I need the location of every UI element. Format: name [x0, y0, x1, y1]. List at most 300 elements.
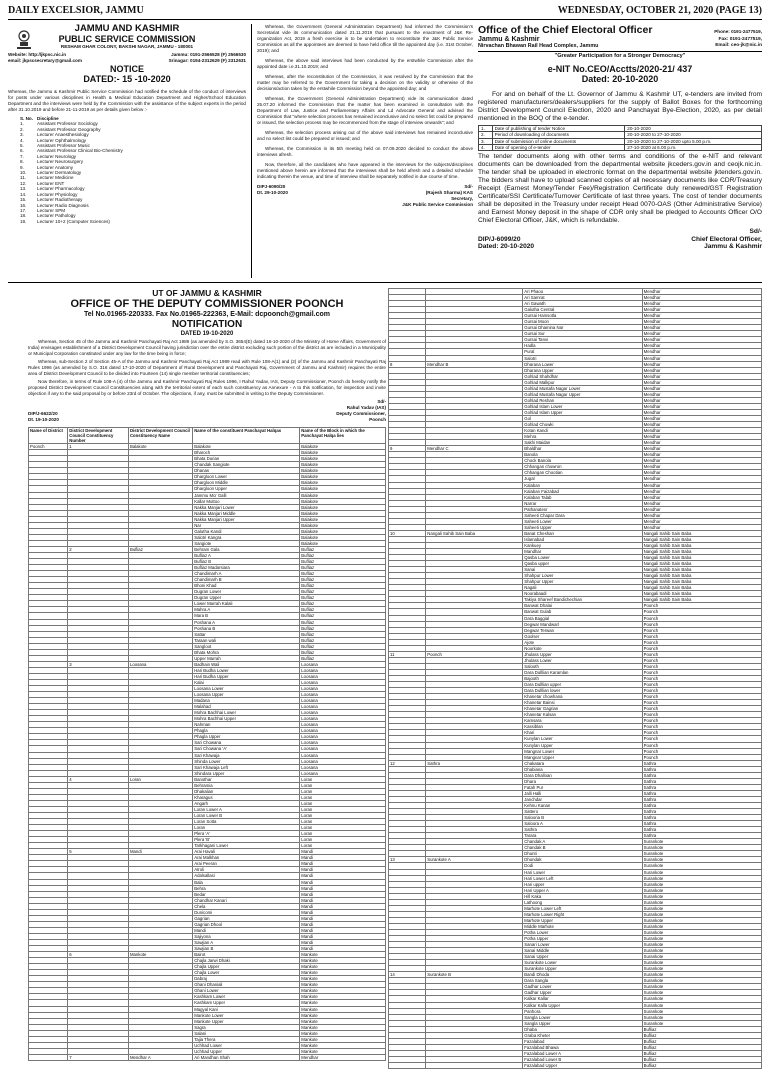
table-cell: Balakote: [300, 516, 386, 522]
table-cell: Dharana Lower: [523, 361, 642, 367]
table-cell: Poonch: [642, 663, 761, 669]
table-cell: Surankote: [642, 1008, 761, 1014]
table-cell: Mandi: [300, 891, 386, 897]
table-cell: Salotri Kangra: [193, 534, 300, 540]
table-cell: Dara Dulllian lower: [523, 688, 642, 694]
table-cell: Chajla Upper: [193, 964, 300, 970]
psc-signature-line: Secretary,: [451, 196, 473, 201]
discipline-number: 4.: [20, 137, 24, 143]
discipline-table: [18, 116, 125, 224]
table-cell: Dhargloon Middle: [193, 480, 300, 486]
table-cell: Bala: [193, 879, 300, 885]
discipline-number: 19.: [20, 218, 27, 224]
table-cell: Mendhar A: [128, 1054, 192, 1060]
table-cell: Mendhar: [642, 349, 761, 355]
table-cell: Gadhar Lower: [523, 984, 642, 990]
table-cell: Poonch: [642, 754, 761, 760]
table-cell: Gohlad Mustafa Nagar Upper: [523, 391, 642, 397]
psc-notice-title: NOTICE: [109, 64, 144, 74]
table-cell: Ari Gawath: [523, 301, 642, 307]
discipline-number: 11.: [20, 175, 27, 181]
table-cell: Bufliaz: [128, 546, 192, 552]
table-cell: Chandak A: [523, 839, 642, 845]
table-cell: Mendhar: [642, 458, 761, 464]
table-cell: Bufliaz A: [193, 552, 300, 558]
table-cell: Jhulass Lower: [523, 657, 642, 663]
table-cell: Bhata Durian: [193, 456, 300, 462]
table-cell: Mankote: [300, 1024, 386, 1030]
table-cell: Marhote Upper: [523, 917, 642, 923]
table-cell: Surankote: [642, 948, 761, 954]
table-cell: Mendhar B: [426, 361, 523, 367]
table-cell: Sathra: [642, 772, 761, 778]
ceo-nit-date: Dated: 20-10-2020: [581, 74, 659, 84]
table-cell: Nangali Sahib Sain Baba: [642, 579, 761, 585]
discipline-name: Lecturer Neurosurgery: [37, 159, 83, 165]
table-cell: Balakote: [300, 540, 386, 546]
table-cell: Salooria B: [523, 815, 642, 821]
table-cell: Kotan Kandi: [523, 428, 642, 434]
table-cell: Mehra: [523, 434, 642, 440]
table-cell: Poonch: [642, 676, 761, 682]
table-cell: Khanetar Gagrian: [523, 706, 642, 712]
table-cell: Chakatara: [523, 760, 642, 766]
table-cell: Nahman: [193, 722, 300, 728]
table-cell: Mankote: [300, 976, 386, 982]
table-cell: 8: [389, 361, 426, 367]
table-cell: Nar: [193, 522, 300, 528]
table-cell: Salotri: [523, 355, 642, 361]
table-cell: Balakote: [300, 498, 386, 504]
schedule-cell: 20-10-2020 to 27-10-2020 upto 5.00 p.m.: [625, 138, 762, 144]
table-row: [29, 1054, 386, 1060]
discipline-header: Discipline: [37, 116, 59, 121]
table-cell: Marhote Lower Left: [523, 905, 642, 911]
table-cell: Mankote Upper: [193, 1018, 300, 1024]
table-cell: Sanai Middle: [523, 948, 642, 954]
table-cell: Nangali Sahib Sain Baba: [642, 542, 761, 548]
table-cell: Mendhar: [642, 379, 761, 385]
table-cell: Salooth: [523, 663, 642, 669]
dc-poonch-table-continued: [388, 288, 762, 1068]
table-cell: Surankote: [642, 978, 761, 984]
table-cell: Loran Lower B: [193, 813, 300, 819]
table-cell: Shahpur Lower: [523, 573, 642, 579]
table-cell: Mangnar Upper: [523, 754, 642, 760]
table-cell: Behramia: [193, 782, 300, 788]
table-cell: Ari Mandhan Shah: [193, 1054, 300, 1060]
discipline-number: 17.: [20, 207, 27, 213]
table-cell: Surankote: [642, 869, 761, 875]
issue-date: WEDNESDAY, OCTOBER 21, 2020 (PAGE 13): [557, 5, 762, 16]
ceo-signature-line: Sd/-: [749, 228, 762, 236]
table-cell: Mendhar: [642, 440, 761, 446]
table-cell: Dhargloon Upper: [193, 486, 300, 492]
table-cell: Khanetar Bainsi: [523, 700, 642, 706]
table-cell: Nangali Sahib Sain Baba: [642, 597, 761, 603]
table-cell: Loran: [300, 776, 386, 782]
table-cell: Potha Upper: [523, 936, 642, 942]
table-cell: Mandi: [300, 855, 386, 861]
table-cell: Nangali Sahib Sain Baba: [642, 536, 761, 542]
schedule-cell: 1.: [479, 126, 493, 132]
discipline-name: Lecturer 10+2 (Computer Sciences): [37, 218, 110, 224]
table-cell: Ajote: [523, 639, 642, 645]
table-cell: Dugran Lower: [193, 589, 300, 595]
table-cell: Balakote: [300, 462, 386, 468]
table-cell: Bufliaz: [300, 625, 386, 631]
discipline-row: [18, 219, 125, 224]
table-cell: Hari Lower: [523, 869, 642, 875]
table-cell: Mendhar: [642, 331, 761, 337]
table-cell: Sangla Upper: [523, 1020, 642, 1026]
table-cell: Sari Khawaja: [193, 752, 300, 758]
table-cell: Janchdar: [523, 796, 642, 802]
table-cell: Bufliaz: [300, 595, 386, 601]
table-cell: Balakote: [300, 480, 386, 486]
masthead: [8, 3, 762, 20]
dcp-signature-line: Rahul Yadav (IAS): [346, 405, 386, 410]
table-cell: Mendhar: [642, 313, 761, 319]
discipline-number: 1.: [20, 121, 24, 127]
ceo-state: Jammu & Kashmir: [478, 36, 540, 43]
table-cell: Gohlad Islam Lower: [523, 403, 642, 409]
table-cell: Mendhar: [642, 452, 761, 458]
table-cell: Saloora A: [523, 821, 642, 827]
schedule-cell: Date of publishing of tender Notice: [492, 126, 625, 132]
schedule-row: [479, 144, 762, 150]
table-cell: Bhoni Khad: [193, 583, 300, 589]
table-cell: Dhabiana: [523, 766, 642, 772]
discipline-name: Assistant Professor Geography: [37, 126, 101, 132]
table-cell: Lathoong: [523, 899, 642, 905]
table-cell: Surankote: [642, 911, 761, 917]
schedule-cell: Period of downloading of documents: [492, 132, 625, 138]
table-cell: Madana: [193, 698, 300, 704]
table-cell: Surankote: [642, 936, 761, 942]
table-cell: Nangali Sahib Sain Baba: [642, 591, 761, 597]
table-cell: Bufliaz: [642, 1032, 761, 1038]
table-cell: Surankote: [642, 863, 761, 869]
table-cell: Sangiote: [193, 540, 300, 546]
table-cell: Chandak Sangiote: [193, 462, 300, 468]
table-cell: Chandimarh B: [193, 577, 300, 583]
table-cell: 9: [389, 446, 426, 452]
table-cell: Mendhar: [642, 403, 761, 409]
ceo-tender: [478, 24, 762, 280]
discipline-name: Lecturer Pharmacology: [37, 186, 85, 192]
dcp-title: UT OF JAMMU & KASHMIR: [152, 288, 262, 298]
table-cell: Sanai: [523, 567, 642, 573]
discipline-name: Lecturer ENT: [37, 180, 65, 186]
table-cell: Mendhar: [642, 470, 761, 476]
table-cell: Bufliaz: [300, 643, 386, 649]
table-header: Name of the constituent Panchayat Halqas: [193, 428, 300, 444]
table-cell: Bufliaz: [300, 571, 386, 577]
table-cell: Banwat Gulab: [523, 609, 642, 615]
table-cell: Mandi: [300, 867, 386, 873]
table-cell: Mendhar: [642, 464, 761, 470]
discipline-name: Lecturer Neurology: [37, 153, 77, 159]
table-cell: Surankote: [642, 966, 761, 972]
table-cell: Surankote: [642, 845, 761, 851]
table-cell: Surankote: [642, 893, 761, 899]
table-cell: Panhora: [523, 1008, 642, 1014]
table-cell: Surankote: [642, 990, 761, 996]
table-cell: Chhangan chowron: [523, 464, 642, 470]
table-cell: Bharoch: [193, 450, 300, 456]
discipline-name: Lecturer Ophthalmology: [37, 137, 87, 143]
table-cell: Bajooth: [523, 676, 642, 682]
table-cell: Arai Malkhan: [193, 855, 300, 861]
table-cell: Nangali Sahib Sain Baba: [426, 530, 523, 536]
table-cell: Bufliaz: [642, 1063, 761, 1069]
table-cell: Poonch: [642, 706, 761, 712]
table-cell: Phagla: [193, 728, 300, 734]
table-cell: Takiya Shareef Bandichechian: [523, 597, 642, 603]
table-cell: Sathra: [426, 760, 523, 766]
psc-paragraph: Whereas, the selection process arising out of the above said interviews has remained inconclusive and no select list could be prepared or issued; and: [257, 130, 473, 141]
schedule-cell: 20-10-2020 to 27-10-2020: [625, 132, 762, 138]
table-cell: Kassiblan: [523, 724, 642, 730]
table-cell: Dugran Upper: [193, 595, 300, 601]
table-cell: Poonch: [642, 621, 761, 627]
table-cell: Surankote: [642, 996, 761, 1002]
table-cell: Loran: [300, 782, 386, 788]
table-cell: Phagla Upper: [193, 734, 300, 740]
table-cell: Balakote: [300, 468, 386, 474]
table-cell: Dhunti: [523, 851, 642, 857]
table-cell: Surankote: [642, 839, 761, 845]
table-cell: Surankote: [642, 1002, 761, 1008]
discipline-number: 15.: [20, 197, 27, 203]
table-cell: Gursai Hamsotla: [523, 313, 642, 319]
psc-paragraph: Whereas, the Government (General Administration Department) vide its communication dated 25.07.20 informed the Commission that the matter has been examined in consultation with the Department of Law, Justice and Parliamentary Affairs and Ld Advocate General and advised the Commission that "where selection process has remained inconclusive and no select list could be prepared or issued, the selection process may be recommenced from the stage of interview onwards"; and: [257, 96, 473, 125]
table-cell: Mendhar: [642, 325, 761, 331]
table-cell: Sattar: [193, 631, 300, 637]
table-cell: Potha Lower: [523, 929, 642, 935]
table-header: Name of District: [29, 428, 68, 444]
table-cell: Mandi: [300, 946, 386, 952]
table-cell: Dhaba: [523, 1026, 642, 1032]
table-cell: Upper Marrah: [193, 655, 300, 661]
table-cell: Hari Upper A: [523, 887, 642, 893]
discipline-number: 5.: [20, 143, 24, 149]
dcp-signature-line: Sd/-: [377, 399, 386, 404]
table-cell: Balakote: [128, 444, 192, 450]
table-cell: Loran: [300, 788, 386, 794]
table-cell: Islamabad: [523, 536, 642, 542]
table-cell: Ari Phaoo: [523, 289, 642, 295]
table-cell: Mendhar: [642, 409, 761, 415]
table-cell: Mandi: [128, 849, 192, 855]
table-cell: Poonch: [642, 694, 761, 700]
table-cell: Chandhar Kanari: [193, 897, 300, 903]
discipline-number: 3.: [20, 132, 24, 138]
table-cell: Kashkam Upper: [193, 1000, 300, 1006]
table-cell: Gursai Tanvi: [523, 337, 642, 343]
dcp-paragraph: Whereas, sub-Section 2 of Section 45-A of the Jammu and Kashmir Panchayati Raj Act 1989 read with Rule 108-A(1) and (2) of the Jammu and Kashmir Panchayati Raj Rules 1996 (as amended by S.O. 316 dated 17-10-2020 of Department of Rural Development and Panchayati Raj, Government of Jammu and Kashmir) requires the entire area of District Development Council to be divided into Fourteen (14) single member territorial constituencies;: [28, 359, 386, 376]
table-cell: Noorkote: [523, 645, 642, 651]
dcp-date: DATED 19-10-2020: [180, 331, 234, 337]
table-cell: Degwar Terwan: [523, 627, 642, 633]
table-cell: Mankote: [300, 1030, 386, 1036]
table-cell: Gohlad Mustafa Nagar Lower: [523, 385, 642, 391]
table-cell: Poonch: [642, 639, 761, 645]
table-cell: Surankote: [642, 887, 761, 893]
table-cell: Fazalabad Upper: [523, 1063, 642, 1069]
discipline-name: Assistant Professor Music: [37, 143, 90, 149]
psc-subtitle: PUBLIC SERVICE COMMISSION: [58, 34, 196, 44]
table-cell: Saheeti Lower: [523, 518, 642, 524]
table-cell: Mankote: [300, 1006, 386, 1012]
table-cell: Surankote A: [426, 857, 523, 863]
table-cell: Dodi: [523, 863, 642, 869]
table-cell: Surankote: [642, 942, 761, 948]
table-cell: Bhata Mohra: [193, 649, 300, 655]
table-cell: Mankote: [300, 1048, 386, 1054]
table-cell: Mandi: [300, 861, 386, 867]
table-cell: Bufliaz: [642, 1038, 761, 1044]
discipline-name: Lecturer Radio Diagnosis: [37, 202, 89, 208]
table-cell: Qasba upper: [523, 561, 642, 567]
table-cell: Loosana: [300, 770, 386, 776]
table-cell: Mendhar: [642, 289, 761, 295]
table-cell: Dhundak: [523, 857, 642, 863]
ceo-ref-date: Dated: 20-10-2020: [478, 243, 535, 251]
ceo-para2: The tender documents along with other terms and conditions of the e-NIT and relevant documents can be downloaded from the departmental website jkceders.gov.in and ceojk.nic.in. The tender shall be uploaded in electronic format on the departmental website jktenders.gov.in. The bidders shall have to upload scanned copies of all necessary documents like CDR/Treasury Receipt (Earnest Money/Tender Fee)/Registration Certificate duly renewed/GST Registration Certificate/SSI Certificate/Turnover Certificate of last three years. The cost of tender documents shall be deposited in the Treasury under receipt Head 0070-OAS (Other Administrative Service) and Earnest Money deposit in the shape of CDR only shall be pledged to Accounts Officer O/O Chief Electoral Officer, J&K, which is refundable.: [478, 153, 762, 225]
table-cell: Mara B: [193, 613, 300, 619]
discipline-number: 10.: [20, 170, 27, 176]
table-cell: Uchhad Lower: [193, 1042, 300, 1048]
table-cell: Mendhar: [642, 397, 761, 403]
table-cell: Bufliaz: [642, 1050, 761, 1056]
table-cell: 12: [389, 760, 426, 766]
schedule-cell: 3.: [479, 138, 493, 144]
table-cell: Sathra: [642, 815, 761, 821]
table-cell: Loosana: [300, 710, 386, 716]
dcp-signature-line: Deputy Commissioner,: [336, 411, 386, 416]
dcp-office: OFFICE OF THE DEPUTY COMMISSIONER POONCH: [70, 298, 344, 310]
table-cell: Gursai Sur: [523, 331, 642, 337]
table-cell: Hill Kaka: [523, 893, 642, 899]
discipline-number: 12.: [20, 180, 27, 186]
table-cell: Mahra A: [193, 607, 300, 613]
table-cell: Surankote: [642, 1020, 761, 1026]
table-cell: Dhanas: [193, 468, 300, 474]
table-cell: Poshana B: [193, 625, 300, 631]
table-cell: Saheeti Chapar Dara: [523, 512, 642, 518]
discipline-number: 9.: [20, 164, 24, 170]
ceo-signature-line: Jammu & Kashmir: [704, 243, 762, 251]
table-cell: Gol: [523, 415, 642, 421]
psc-paragraph: Now, therefore, all the candidates who have appeared in the interviews for the subjects/disciplines mentioned above herein are informed that the interviews shall be held afresh and a detailed schedule indicating therein the venue, and time of interview shall be separately notified in due course of time.: [257, 162, 473, 179]
table-cell: Kalkar Kalla Upper: [523, 1002, 642, 1008]
table-cell: Mohra Bachhai Lower: [193, 710, 300, 716]
table-cell: Mendhar: [642, 422, 761, 428]
table-cell: Surankote: [642, 875, 761, 881]
table-cell: Kalaban Talab: [523, 494, 642, 500]
table-cell: Nakka Manjari Middle: [193, 510, 300, 516]
table-cell: Poonch: [642, 645, 761, 651]
table-cell: Mandi: [300, 885, 386, 891]
dcp-paragraph: Now therefore, in terms of Rule 108-A (4) of the Jammu and Kashmir Panchayati Raj Rules 1996, I Rahul Yadav, IAS, Deputy Commissioner, Poonch do hereby notify the proposed District Development Council Constituencies along with the territorial extent of each such constituency as Annexure - A to this notification, for inspection and invite objection if any to the said proposal by or before 23rd of October. The objections, if any, must be submitted in writing to the Deputy Commissioner.: [28, 379, 386, 396]
table-cell: Sajiyona: [193, 933, 300, 939]
table-cell: 5: [68, 849, 129, 855]
table-cell: Kharagus: [193, 794, 300, 800]
table-cell: Malahad: [193, 704, 300, 710]
table-cell: 4: [68, 776, 129, 782]
discipline-name: Lecturer Anaesthesiology: [37, 132, 89, 138]
table-cell: Graba Kheter: [523, 1032, 642, 1038]
table-cell: Fazalabad Bhawa: [523, 1044, 642, 1050]
psc-signature-line: (Rajesh Sharma) KAS: [425, 190, 473, 195]
table-cell: Loosana: [300, 673, 386, 679]
table-cell: Balakote: [300, 486, 386, 492]
table-cell: Mandhar: [523, 549, 642, 555]
table-cell: Mandi: [300, 939, 386, 945]
table-cell: Balakote: [300, 510, 386, 516]
table-cell: Poonch: [642, 688, 761, 694]
table-cell: Loosana: [300, 758, 386, 764]
table-cell: Shindara Upper: [193, 770, 300, 776]
table-cell: 1: [68, 444, 129, 450]
table-cell: Mankote: [300, 1000, 386, 1006]
table-cell: Balakote: [300, 474, 386, 480]
table-cell: Plera 'A': [193, 831, 300, 837]
table-cell: Surankote Lower: [523, 960, 642, 966]
table-cell: Mendhar: [642, 355, 761, 361]
table-cell: Bufliaz: [300, 613, 386, 619]
table-cell: Mohra Bachhai Upper: [193, 716, 300, 722]
table-cell: Fazalabad Lower A: [523, 1050, 642, 1056]
table-cell: Mankote: [300, 970, 386, 976]
table-cell: Kunylan Lower: [523, 736, 642, 742]
table-cell: Poonch: [642, 657, 761, 663]
table-cell: Sawjian B: [193, 946, 300, 952]
table-cell: Nangali Sahib Sain Baba: [642, 585, 761, 591]
table-cell: Bufliaz: [300, 552, 386, 558]
ceo-address: Nirvachan Bhawan Rail Head Complex, Jammu: [478, 43, 599, 49]
table-cell: Kalkar Kallar: [523, 996, 642, 1002]
table-cell: Surankote: [642, 851, 761, 857]
table-cell: Sawjian A: [193, 939, 300, 945]
table-cell: Chajla Lower: [193, 970, 300, 976]
table-cell: Shahpur Upper: [523, 579, 642, 585]
ceo-nit-number: e-NIT No.CEO/Acctts/2020-21/ 437: [547, 64, 693, 74]
table-cell: [389, 1063, 426, 1069]
table-cell: Mankote: [300, 1018, 386, 1024]
table-cell: Loosana: [300, 752, 386, 758]
discipline-name: Assistant Professor Clinical Bio-Chemistry: [37, 148, 123, 154]
table-cell: Sanai Upper: [523, 954, 642, 960]
table-cell: Noorabaadi: [523, 591, 642, 597]
table-cell: Gursai Moon: [523, 319, 642, 325]
psc-notice: [8, 24, 473, 280]
discipline-name: Lecturer Physiology: [37, 191, 78, 197]
table-cell: Loran: [300, 813, 386, 819]
table-cell: Surankote: [642, 954, 761, 960]
table-cell: 13: [389, 857, 426, 863]
table-cell: Surankote: [642, 881, 761, 887]
table-cell: Mendhar: [642, 337, 761, 343]
discipline-number: 13.: [20, 186, 27, 192]
table-cell: Mendhar: [642, 295, 761, 301]
table-cell: Mandi: [300, 909, 386, 915]
table-cell: Mankote: [300, 952, 386, 958]
dcp-paragraph: Whereas, Section 45 of the Jammu and Kashmir Panchayati Raj Act 1989 (as amended by S.O. 3654(E) dated 16-10-2020 of the Ministry of Home Affairs, Government of India) envisages establishment of a District Development Council having jurisdiction over the entire district excluding such portion of the district as are included in a Municipality or Municipal Corporation constituted under any law for the time being in force;: [28, 339, 386, 356]
table-cell: Loosana: [300, 686, 386, 692]
